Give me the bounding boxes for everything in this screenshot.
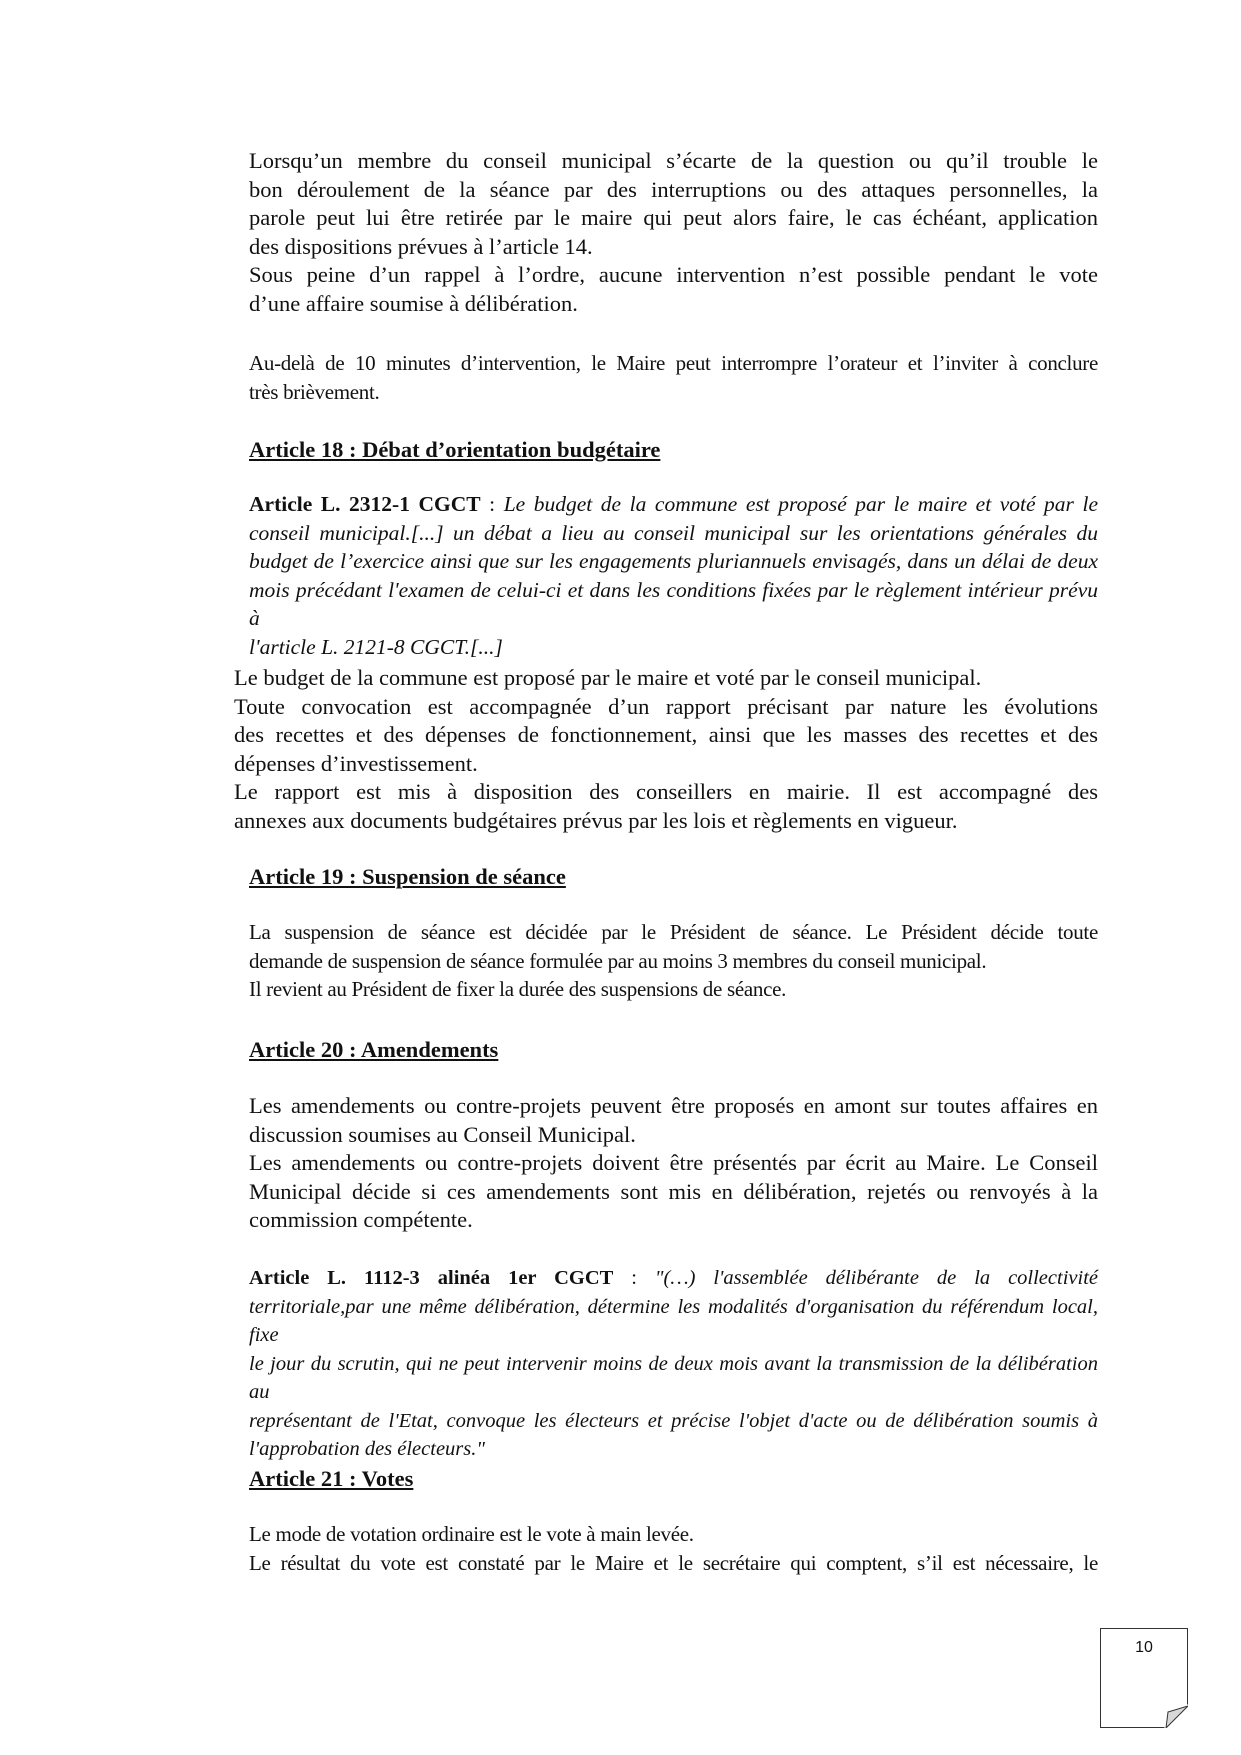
text-line: bon déroulement de la séance par des interruptions ou des attaques personnelles, la (249, 176, 1098, 202)
article-19-body (249, 918, 1098, 1004)
article-20-heading: Article 20 : Amendements (249, 1037, 499, 1062)
quote-text: Le budget de la commune est proposé par le maire et voté par le (503, 492, 1098, 516)
text-line: commission compétente. (249, 1207, 473, 1232)
page-curl-icon (1164, 1704, 1188, 1728)
article-21-body (249, 1520, 1098, 1577)
text-line: Sous peine d’un rappel à l’ordre, aucune intervention n’est possible pendant le vote (249, 262, 1098, 287)
text-line: discussion soumises au Conseil Municipal. (249, 1121, 636, 1147)
text-line: Le mode de votation ordinaire est le vote à main levée. (249, 1522, 694, 1546)
quote-text: "(…) l'assemblée délibérante de la collectivité (654, 1267, 1098, 1289)
article-19-heading: Article 19 : Suspension de séance (249, 864, 566, 889)
text-line: Il revient au Président de fixer la durée des suspensions de séance. (249, 977, 787, 1001)
quote-line: mois précédant l'examen de celui-ci et dans les conditions fixées par le règlement intérieur prévu à (249, 577, 1098, 630)
quote-label: Article L. 2312-1 CGCT (249, 492, 481, 516)
text-line: Les amendements ou contre-projets peuvent être proposés en amont sur toutes affaires en (249, 1093, 1098, 1118)
text-line: très brièvement. (249, 379, 380, 404)
article-18-body (234, 664, 1098, 835)
quote-line: conseil municipal.[...] un débat a lieu au conseil municipal sur les orientations générales du (249, 520, 1098, 545)
text-line: dépenses d’investissement. (234, 750, 478, 776)
quote-separator: : (480, 492, 504, 516)
text-line: Le résultat du vote est constaté par le Maire et le secrétaire qui comptent, s’il est nécessaire, le (249, 1550, 1098, 1575)
text-line: des recettes et des dépenses de fonctionnement, ainsi que les masses des recettes et des (234, 722, 1098, 747)
text-line: Les amendements ou contre-projets doivent être présentés par écrit au Maire. Le Conseil (249, 1150, 1098, 1175)
quote-line: représentant de l'Etat, convoque les électeurs et précise l'objet d'acte ou de délibération soumis à (249, 1409, 1098, 1432)
text-line: demande de suspension de séance formulée par au moins 3 membres du conseil municipal. (249, 948, 987, 973)
quote-separator: : (613, 1267, 655, 1289)
text-line: Municipal décide si ces amendements sont mis en délibération, rejetés ou renvoyés à la (249, 1178, 1098, 1204)
text-line: Au-delà de 10 minutes d’intervention, le Maire peut interrompre l’orateur et l’inviter à conclure (249, 351, 1098, 375)
text-line: Le rapport est mis à disposition des conseillers en mairie. Il est accompagné des (234, 779, 1098, 804)
page-number-box (1100, 1628, 1188, 1728)
text-line: Lorsqu’un membre du conseil municipal s’écarte de la question ou qu’il trouble le (249, 148, 1098, 173)
quote-line: le jour du scrutin, qui ne peut intervenir moins de deux mois avant la transmission de la délibération au (249, 1352, 1098, 1403)
text-line: La suspension de séance est décidée par le Président de séance. Le Président décide toute (249, 920, 1098, 944)
quote-line: l'article L. 2121-8 CGCT.[...] (249, 634, 503, 659)
page-number: 10 (1135, 1639, 1153, 1656)
article-21-heading: Article 21 : Votes (249, 1466, 414, 1491)
intro-paragraph (249, 147, 1098, 318)
quote-label: Article L. 1112-3 alinéa 1er CGCT (249, 1267, 614, 1289)
text-line: annexes aux documents budgétaires prévus par les lois et règlements en vigueur. (234, 807, 958, 833)
quote-line: l'approbation des électeurs." (249, 1438, 485, 1460)
text-line: d’une affaire soumise à délibération. (249, 290, 578, 316)
text-line: parole peut lui être retirée par le maire qui peut alors faire, le cas échéant, application (249, 205, 1098, 230)
quote-line: territoriale,par une même délibération, détermine les modalités d'organisation du référendum local, fixe (249, 1295, 1098, 1346)
article-20-quote (249, 1264, 1098, 1464)
quote-line: budget de l’exercice ainsi que sur les engagements pluriannuels envisagés, dans un délai de deux (249, 549, 1098, 573)
text-line: des dispositions prévues à l’article 14. (249, 233, 593, 259)
text-line: Le budget de la commune est proposé par le maire et voté par le conseil municipal. (234, 665, 982, 690)
text-line: Toute convocation est accompagnée d’un rapport précisant par nature les évolutions (234, 693, 1098, 719)
article-20-body (249, 1092, 1098, 1235)
article-18-quote (249, 490, 1098, 661)
time-limit-paragraph (249, 349, 1098, 406)
article-18-heading: Article 18 : Débat d’orientation budgétaire (249, 437, 661, 462)
